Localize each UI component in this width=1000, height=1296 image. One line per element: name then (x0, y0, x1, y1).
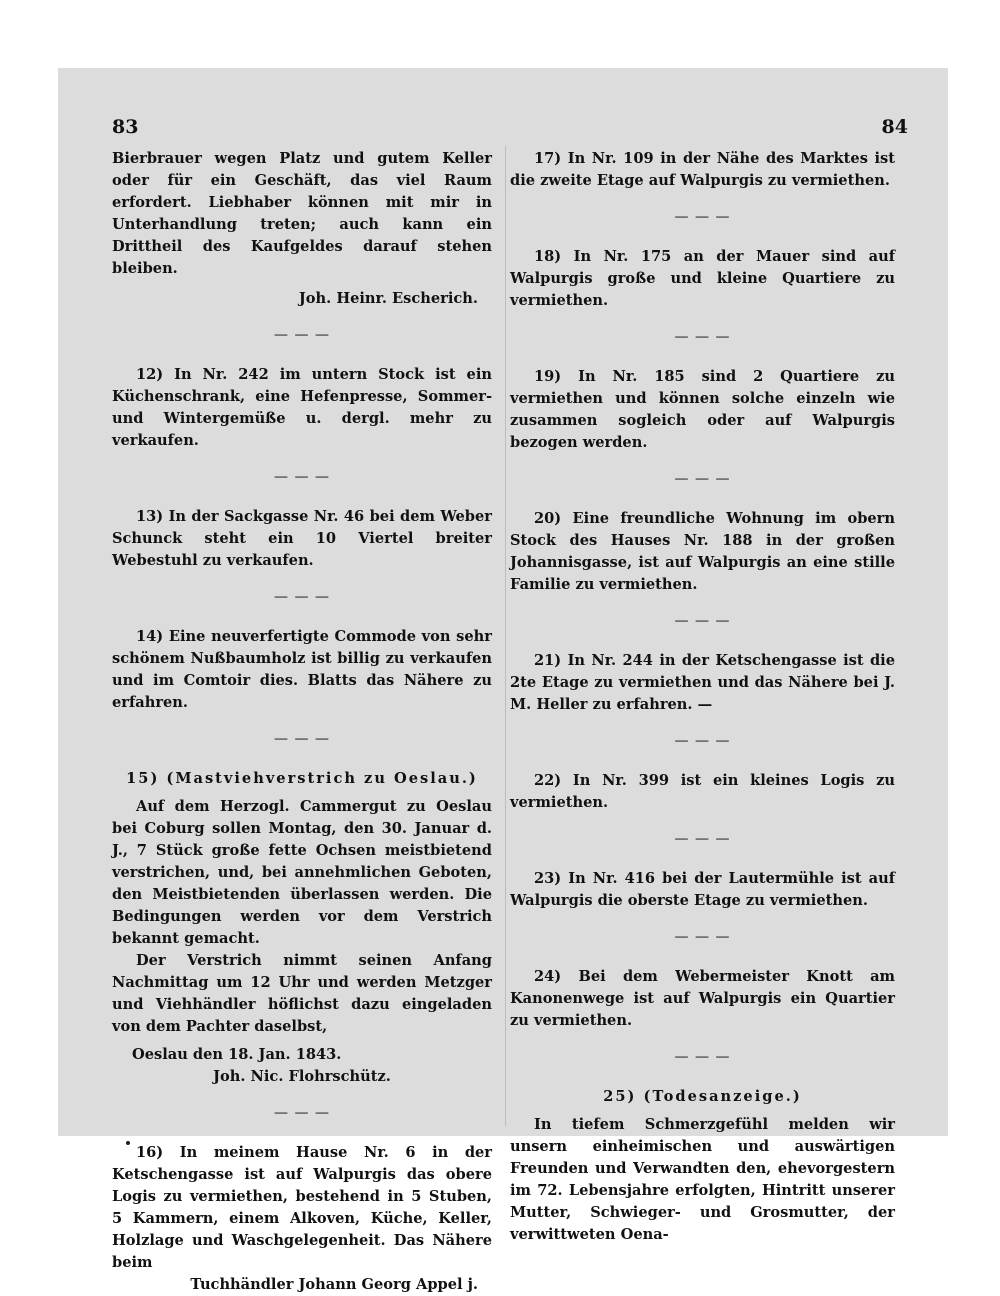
ad-19: 19) In Nr. 185 sind 2 Quartiere zu vermiethen und können solche einzeln wie zusammen sogleich oder auf Walpurgis bezogen werden. (510, 368, 895, 451)
separator: — — — (674, 831, 731, 847)
left-column (112, 148, 492, 1296)
separator: — — — (674, 733, 731, 749)
separator: — — — (674, 329, 731, 345)
separator: — — — (674, 929, 731, 945)
ad-15-body-2: Der Verstrich nimmt seinen Anfang Nachmittag um 12 Uhr und werden Metzger und Viehhändler höflichst dazu eingeladen von dem Pachter daselbst, (112, 952, 492, 1035)
ad-15-body: Auf dem Herzogl. Cammergut zu Oeslau bei Coburg sollen Montag, den 30. Januar d. J., 7 Stück große fette Ochsen meistbietend verstrichen, und, bei annehmlichen Geboten, den Meistbietenden überlassen werden. Die Bedingungen werden vor dem Verstrich bekannt gemacht. (112, 798, 492, 947)
ad-15-heading: 15) (Mastviehverstrich zu Oeslau.) (126, 770, 478, 787)
separator: — — — (274, 327, 330, 343)
ad-23: 23) In Nr. 416 bei der Lautermühle ist auf Walpurgis die oberste Etage zu vermiethen. (510, 870, 895, 909)
ad-20: 20) Eine freundliche Wohnung im obern Stock des Hauses Nr. 188 in der großen Johannisgasse, ist auf Walpurgis an eine stille Familie zu vermiethen. (510, 510, 895, 593)
separator: — — — (274, 469, 330, 485)
ink-dot (126, 1141, 130, 1145)
separator: — — — (674, 209, 731, 225)
ad-18: 18) In Nr. 175 an der Mauer sind auf Walpurgis große und kleine Quartiere zu vermiethen. (510, 248, 895, 309)
page-number-right: 84 (881, 116, 908, 138)
ad-25-body: In tiefem Schmerzgefühl melden wir unsern einheimischen und auswärtigen Freunden und Verwandten den, ehevorgestern im 72. Lebensjahre erfolgten, Hintritt unserer Mutter, Schwieger- und Grosmutter, der verwittweten Oena- (510, 1116, 895, 1243)
ad-13: 13) In der Sackgasse Nr. 46 bei dem Weber Schunck steht ein 10 Viertel breiter Webestuhl zu verkaufen. (112, 508, 492, 569)
separator: — — — (274, 1105, 330, 1121)
separator: — — — (674, 471, 731, 487)
ad-22: 22) In Nr. 399 ist ein kleines Logis zu vermiethen. (510, 772, 895, 811)
ad-25-heading: 25) (Todesanzeige.) (603, 1088, 802, 1105)
ad-24: 24) Bei dem Webermeister Knott am Kanonenwege ist auf Walpurgis ein Quartier zu vermiethen. (510, 968, 895, 1029)
ad-15-signature: Joh. Nic. Flohrschütz. (213, 1068, 391, 1085)
ad-17: 17) In Nr. 109 in der Nähe des Marktes ist die zweite Etage auf Walpurgis zu vermiethen. (510, 150, 895, 189)
ad-14: 14) Eine neuverfertigte Commode von sehr schönem Nußbaumholz ist billig zu verkaufen und im Comtoir dies. Blatts das Nähere zu erfahren. (112, 628, 492, 711)
separator: — — — (274, 731, 330, 747)
intro-text: Bierbrauer wegen Platz und gutem Keller oder für ein Geschäft, das viel Raum erfordert. Liebhaber können mit mir in Unterhandlung treten; auch kann ein Drittheil des Kaufgeldes darauf stehen bleiben. (112, 150, 492, 277)
intro-signature: Joh. Heinr. Escherich. (298, 290, 478, 307)
ad-15-place-date: Oeslau den 18. Jan. 1843. (132, 1046, 342, 1063)
newspaper-page (58, 68, 948, 1293)
page-number-left: 83 (112, 116, 139, 138)
column-divider (505, 146, 506, 1126)
separator: — — — (274, 589, 330, 605)
right-column (510, 148, 895, 1246)
ad-16-signature: Tuchhändler Johann Georg Appel j. (190, 1276, 478, 1293)
ad-16: 16) In meinem Hause Nr. 6 in der Ketschengasse ist auf Walpurgis das obere Logis zu vermiethen, bestehend in 5 Stuben, 5 Kammern, einem Alkoven, Küche, Keller, Holzlage und Waschgelegenheit. Das Nähere beim (112, 1144, 492, 1271)
ad-21: 21) In Nr. 244 in der Ketschengasse ist die 2te Etage zu vermiethen und das Nähere bei J. M. Heller zu erfahren. — (510, 652, 895, 713)
ad-12: 12) In Nr. 242 im untern Stock ist ein Küchenschrank, eine Hefenpresse, Sommer- und Wintergemüße u. dergl. mehr zu verkaufen. (112, 366, 492, 449)
separator: — — — (674, 1049, 731, 1065)
separator: — — — (674, 613, 731, 629)
